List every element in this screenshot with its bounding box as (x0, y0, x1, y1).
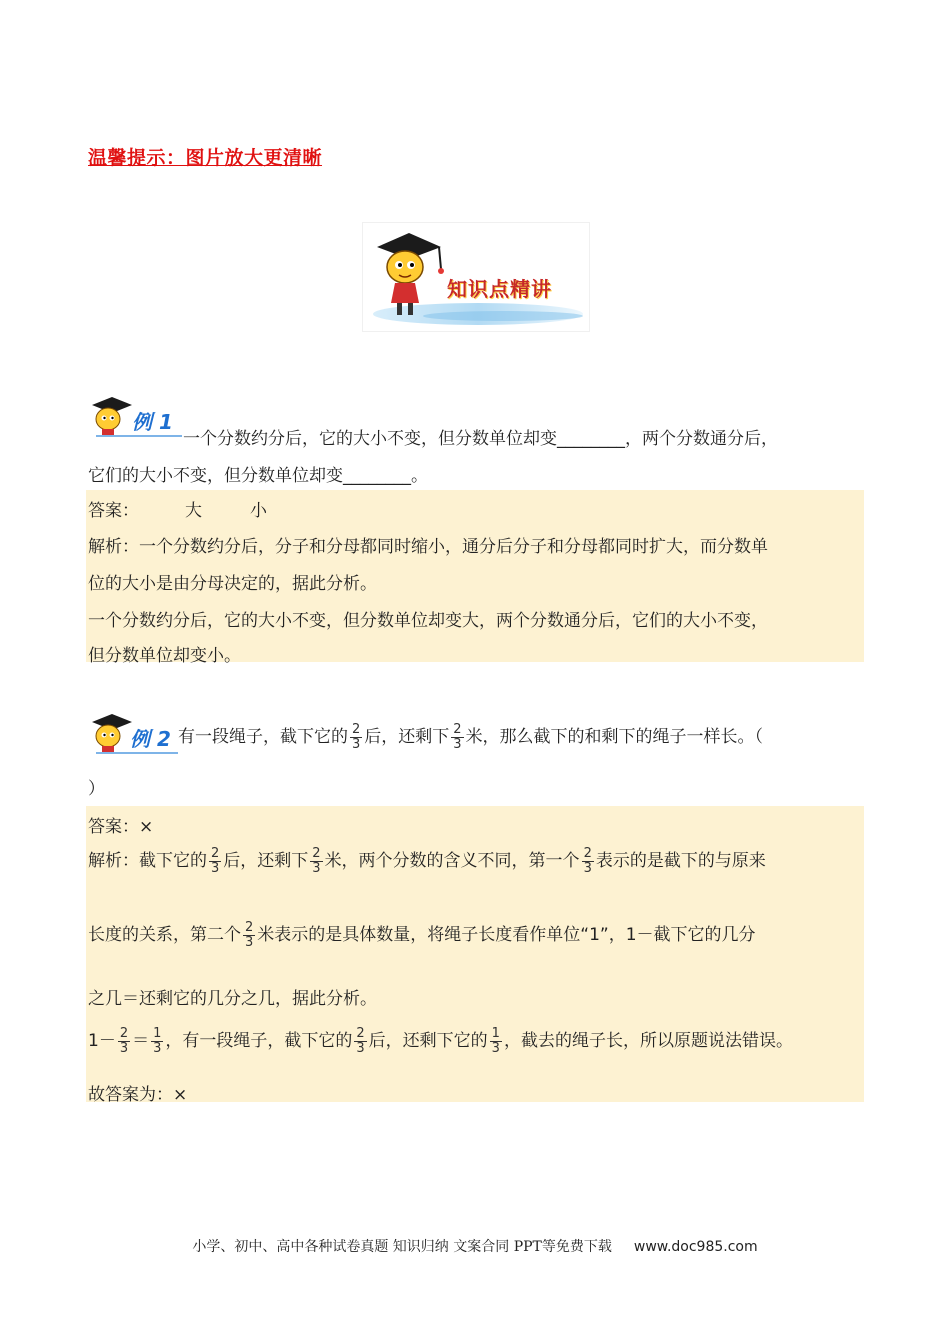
mascot-icon (369, 225, 447, 323)
example-1-answer (88, 496, 267, 521)
example-1-question-line-2: 它们的大小不变，但分数单位却变________。 (88, 466, 428, 486)
example-2-answer-box (86, 806, 864, 1105)
example-2-underline (96, 752, 178, 754)
q-text-b: 后，还剩下 (364, 727, 450, 747)
example-2-analysis-1: 解析：截下它的 $\frac{2}{3}$ 后，还剩下 $\frac{2}{3}$ 米，两个分数的含义不同，第一个 $\frac{2}{3}$ 表示的是截下的与原来 (88, 845, 766, 876)
example-2-analysis-3: 之几＝还剩它的几分之几，据此分析。 (88, 989, 377, 1009)
example-2-question (178, 722, 763, 752)
tip-heading: 温馨提示：图片放大更清晰 (88, 147, 323, 169)
fraction-two-thirds: $\frac{2}{3}$ (312, 845, 321, 876)
example-2-question-close: ） (88, 779, 105, 799)
fraction-two-thirds: $\frac{2}{3}$ (245, 919, 254, 950)
example-mascot-icon (90, 712, 132, 754)
example-1-answer-box (86, 490, 864, 666)
fraction-two-thirds: $\frac{2}{3}$ (119, 1025, 129, 1056)
example-1-underline (96, 435, 182, 437)
fraction-two-thirds: $\frac{2}{3}$ (352, 721, 361, 752)
example-1-analysis-3: 一个分数约分后，它的大小不变，但分数单位却变大，两个分数通分后，它们的大小不变， (88, 611, 768, 631)
fraction-two-thirds: $\frac{2}{3}$ (583, 845, 592, 876)
footer-url[interactable]: www.doc985.com (633, 1239, 758, 1255)
banner-title: 知识点精讲 (447, 277, 552, 301)
q-text-a: 有一段绳子，截下它的 (178, 727, 348, 747)
example-1-analysis-1: 解析：一个分数约分后，分子和分母都同时缩小，通分后分子和分母都同时扩大，而分数单 (88, 537, 768, 557)
q-text-c: 米，那么截下的和剩下的绳子一样长。（ (465, 727, 764, 747)
example-1-analysis-4: 但分数单位却变小。 (88, 646, 241, 666)
footer-text: 小学、初中、高中各种试卷真题 知识归纳 文案合同 PPT等免费下载 (192, 1239, 612, 1255)
knowledge-banner (362, 222, 590, 332)
answer-b: 小 (250, 501, 267, 521)
example-2-analysis-4: 1－ $\frac{2}{3}$ ＝ $\frac{1}{3}$ ，有一段绳子，截下它的 $\frac{2}{3}$ 后，还剩下它的 $\frac{1}{3}$ ，截去的绳子长，所以原题说法错误。 (88, 1025, 793, 1056)
fraction-one-third: $\frac{1}{3}$ (153, 1025, 162, 1056)
example-1-question-line-1: 一个分数约分后，它的大小不变，但分数单位却变________，两个分数通分后， (183, 429, 778, 449)
fraction-two-thirds: $\frac{2}{3}$ (453, 721, 462, 752)
footer (0, 1236, 950, 1256)
example-2-label: 例 2 (130, 727, 171, 751)
fraction-one-third: $\frac{1}{3}$ (491, 1025, 500, 1056)
answer-a: 大 (185, 501, 202, 521)
example-1-analysis-2: 位的大小是由分母决定的，据此分析。 (88, 574, 377, 594)
example-2-answer: 答案：× (88, 817, 154, 837)
example-1-label: 例 1 (132, 410, 173, 434)
fraction-two-thirds: $\frac{2}{3}$ (356, 1025, 365, 1056)
example-mascot-icon (90, 395, 132, 437)
answer-prefix: 答案： (88, 501, 139, 521)
wave-decoration-2 (423, 311, 583, 321)
example-2-analysis-2: 长度的关系，第二个 $\frac{2}{3}$ 米表示的是具体数量，将绳子长度看作单位“1”，1－截下它的几分 (88, 919, 756, 950)
example-2-final-answer: 故答案为：× (88, 1085, 188, 1105)
fraction-two-thirds: $\frac{2}{3}$ (211, 845, 220, 876)
